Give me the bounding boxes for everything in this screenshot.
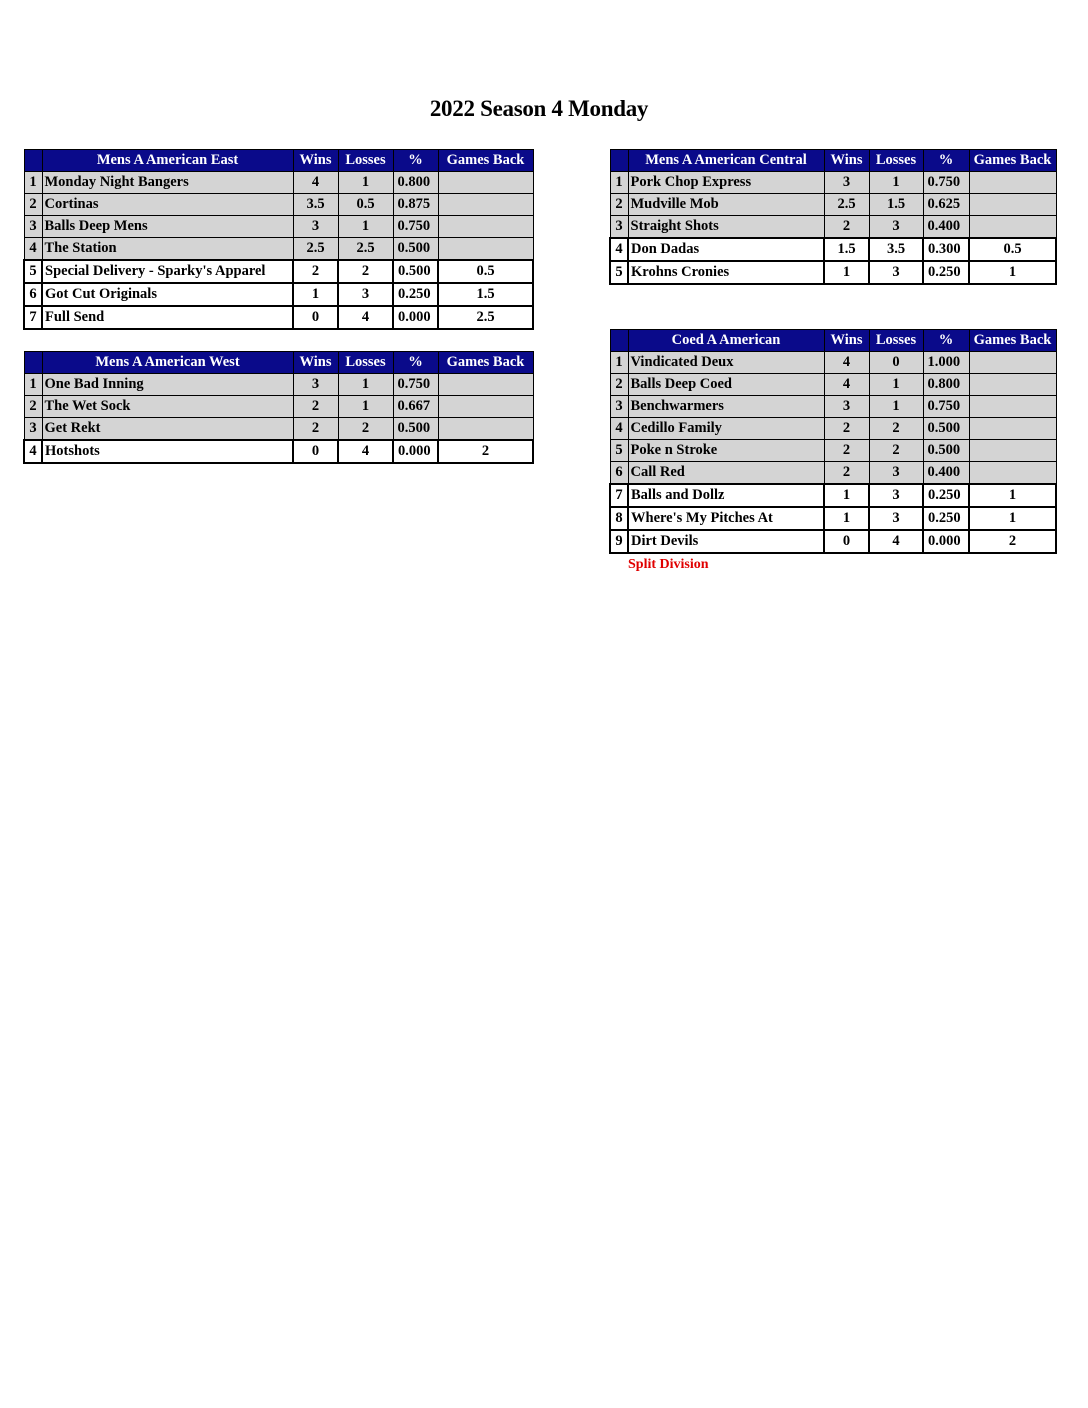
rank-cell: 9 [610,530,628,553]
wins-cell: 0 [293,440,338,463]
team-cell: Benchwarmers [628,396,824,418]
wins-cell: 2 [293,260,338,283]
games-back-cell [969,216,1056,239]
wins-cell: 4 [824,352,869,374]
pct-cell: 0.400 [923,462,969,485]
losses-cell: 2 [869,440,923,462]
pct-header: % [923,150,969,172]
table-row [610,261,1056,284]
games-back-cell [969,352,1056,374]
pct-header: % [923,330,969,352]
games-back-cell [438,418,533,441]
wins-cell: 3 [293,374,338,396]
losses-cell: 3 [869,484,923,507]
table-row [24,283,533,306]
team-cell: Pork Chop Express [628,172,824,194]
table-row [24,194,533,216]
table-row [24,216,533,238]
rank-header [24,150,42,172]
team-cell: The Station [42,238,293,261]
games-back-cell [438,396,533,418]
losses-cell: 4 [338,440,393,463]
games-back-header: Games Back [438,150,533,172]
losses-header: Losses [338,352,393,374]
losses-cell: 3 [869,507,923,530]
losses-cell: 2.5 [338,238,393,261]
pct-cell: 0.000 [393,306,438,329]
pct-cell: 0.750 [393,374,438,396]
losses-cell: 0.5 [338,194,393,216]
wins-cell: 1 [824,261,869,284]
mens-west-table [23,351,534,464]
losses-cell: 3 [869,261,923,284]
table-header-row [610,150,1056,172]
pct-header: % [393,352,438,374]
rank-cell: 6 [24,283,42,306]
games-back-cell: 1 [969,507,1056,530]
team-cell: Vindicated Deux [628,352,824,374]
games-back-cell: 2 [969,530,1056,553]
games-back-cell [438,172,533,194]
rank-cell: 3 [610,216,628,239]
games-back-cell: 2 [438,440,533,463]
team-cell: Hotshots [42,440,293,463]
losses-cell: 0 [869,352,923,374]
losses-cell: 1 [338,172,393,194]
table-row [610,396,1056,418]
pct-cell: 0.500 [393,418,438,441]
coed-table [609,329,1057,554]
wins-cell: 3.5 [293,194,338,216]
table-row [610,172,1056,194]
wins-cell: 1 [293,283,338,306]
mens-central-table [609,149,1057,285]
pct-cell: 0.250 [923,261,969,284]
losses-cell: 3 [869,216,923,239]
games-back-cell [969,462,1056,485]
pct-cell: 0.250 [923,507,969,530]
wins-cell: 1 [824,484,869,507]
table-row [24,306,533,329]
wins-cell: 2 [293,396,338,418]
games-back-cell: 1 [969,261,1056,284]
games-back-cell [969,396,1056,418]
table-row [24,418,533,441]
pct-header: % [393,150,438,172]
losses-cell: 1 [338,374,393,396]
rank-header [610,330,628,352]
rank-cell: 5 [610,440,628,462]
pct-cell: 0.500 [393,260,438,283]
table-row [610,484,1056,507]
wins-cell: 3 [824,172,869,194]
pct-cell: 0.400 [923,216,969,239]
games-back-cell [969,194,1056,216]
games-back-cell [969,172,1056,194]
rank-cell: 1 [610,172,628,194]
wins-cell: 0 [293,306,338,329]
team-cell: Balls Deep Mens [42,216,293,238]
team-cell: Full Send [42,306,293,329]
table-header-row [610,330,1056,352]
mens-east-table [23,149,534,330]
team-cell: Balls and Dollz [628,484,824,507]
wins-cell: 1.5 [824,238,869,261]
team-cell: Poke n Stroke [628,440,824,462]
pct-cell: 0.000 [393,440,438,463]
losses-cell: 1 [338,396,393,418]
wins-header: Wins [824,330,869,352]
games-back-cell [438,194,533,216]
rank-header [24,352,42,374]
team-cell: Straight Shots [628,216,824,239]
games-back-cell [969,374,1056,396]
pct-cell: 0.800 [923,374,969,396]
team-cell: Cortinas [42,194,293,216]
wins-header: Wins [293,150,338,172]
pct-cell: 0.500 [393,238,438,261]
team-cell: Monday Night Bangers [42,172,293,194]
pct-cell: 0.500 [923,418,969,440]
wins-cell: 2.5 [293,238,338,261]
wins-cell: 2 [824,216,869,239]
rank-cell: 3 [24,216,42,238]
team-cell: Dirt Devils [628,530,824,553]
split-division-note: Split Division [628,557,709,572]
rank-cell: 2 [610,194,628,216]
games-back-header: Games Back [969,330,1056,352]
games-back-cell [438,374,533,396]
losses-cell: 1.5 [869,194,923,216]
losses-cell: 4 [869,530,923,553]
losses-cell: 1 [869,396,923,418]
losses-cell: 3 [338,283,393,306]
pct-cell: 0.750 [393,216,438,238]
page-title: 2022 Season 4 Monday [429,96,649,121]
rank-cell: 5 [610,261,628,284]
table-row [24,238,533,261]
losses-cell: 3.5 [869,238,923,261]
team-cell: Don Dadas [628,238,824,261]
table-row [610,238,1056,261]
team-cell: One Bad Inning [42,374,293,396]
table-row [610,418,1056,440]
losses-header: Losses [869,330,923,352]
pct-cell: 0.875 [393,194,438,216]
pct-cell: 0.300 [923,238,969,261]
pct-cell: 0.800 [393,172,438,194]
rank-cell: 1 [610,352,628,374]
table-header-row [24,150,533,172]
table-row [610,507,1056,530]
losses-cell: 1 [338,216,393,238]
rank-cell: 3 [24,418,42,441]
wins-cell: 2 [824,462,869,485]
games-back-cell [969,418,1056,440]
team-cell: Get Rekt [42,418,293,441]
pct-cell: 0.250 [923,484,969,507]
games-back-header: Games Back [969,150,1056,172]
pct-cell: 0.667 [393,396,438,418]
games-back-cell: 2.5 [438,306,533,329]
table-row [610,374,1056,396]
losses-cell: 2 [338,418,393,441]
wins-header: Wins [824,150,869,172]
games-back-cell: 0.5 [969,238,1056,261]
rank-cell: 4 [610,238,628,261]
pct-cell: 0.250 [393,283,438,306]
games-back-cell [969,440,1056,462]
losses-header: Losses [869,150,923,172]
team-cell: Where's My Pitches At [628,507,824,530]
team-cell: Call Red [628,462,824,485]
wins-cell: 2 [293,418,338,441]
rank-cell: 1 [24,374,42,396]
rank-cell: 3 [610,396,628,418]
rank-header [610,150,628,172]
losses-cell: 1 [869,172,923,194]
table-row [24,260,533,283]
pct-cell: 0.750 [923,396,969,418]
table-row [610,530,1056,553]
table-row [24,172,533,194]
table-row [610,194,1056,216]
pct-cell: 0.500 [923,440,969,462]
rank-cell: 1 [24,172,42,194]
pct-cell: 0.000 [923,530,969,553]
games-back-cell: 1 [969,484,1056,507]
table-row [24,374,533,396]
rank-cell: 2 [24,194,42,216]
division-name: Coed A American [628,330,824,352]
table-row [610,216,1056,239]
rank-cell: 6 [610,462,628,485]
games-back-header: Games Back [438,352,533,374]
team-cell: Balls Deep Coed [628,374,824,396]
table-row [610,352,1056,374]
losses-cell: 2 [869,418,923,440]
rank-cell: 7 [24,306,42,329]
rank-cell: 8 [610,507,628,530]
team-cell: Mudville Mob [628,194,824,216]
division-name: Mens A American West [42,352,293,374]
wins-header: Wins [293,352,338,374]
table-row [24,396,533,418]
losses-cell: 3 [869,462,923,485]
rank-cell: 4 [24,238,42,261]
rank-cell: 2 [610,374,628,396]
wins-cell: 2 [824,440,869,462]
games-back-cell: 1.5 [438,283,533,306]
team-cell: Krohns Cronies [628,261,824,284]
losses-cell: 4 [338,306,393,329]
wins-cell: 2 [824,418,869,440]
pct-cell: 1.000 [923,352,969,374]
games-back-cell: 0.5 [438,260,533,283]
wins-cell: 3 [293,216,338,238]
wins-cell: 4 [293,172,338,194]
team-cell: Cedillo Family [628,418,824,440]
losses-cell: 1 [869,374,923,396]
rank-cell: 7 [610,484,628,507]
rank-cell: 4 [610,418,628,440]
wins-cell: 0 [824,530,869,553]
table-row [24,440,533,463]
team-cell: The Wet Sock [42,396,293,418]
table-header-row [24,352,533,374]
table-row [610,462,1056,485]
team-cell: Got Cut Originals [42,283,293,306]
team-cell: Special Delivery - Sparky's Apparel [42,260,293,283]
wins-cell: 4 [824,374,869,396]
wins-cell: 3 [824,396,869,418]
losses-header: Losses [338,150,393,172]
rank-cell: 4 [24,440,42,463]
division-name: Mens A American East [42,150,293,172]
pct-cell: 0.625 [923,194,969,216]
wins-cell: 2.5 [824,194,869,216]
losses-cell: 2 [338,260,393,283]
wins-cell: 1 [824,507,869,530]
pct-cell: 0.750 [923,172,969,194]
table-row [610,440,1056,462]
rank-cell: 2 [24,396,42,418]
rank-cell: 5 [24,260,42,283]
games-back-cell [438,238,533,261]
division-name: Mens A American Central [628,150,824,172]
games-back-cell [438,216,533,238]
